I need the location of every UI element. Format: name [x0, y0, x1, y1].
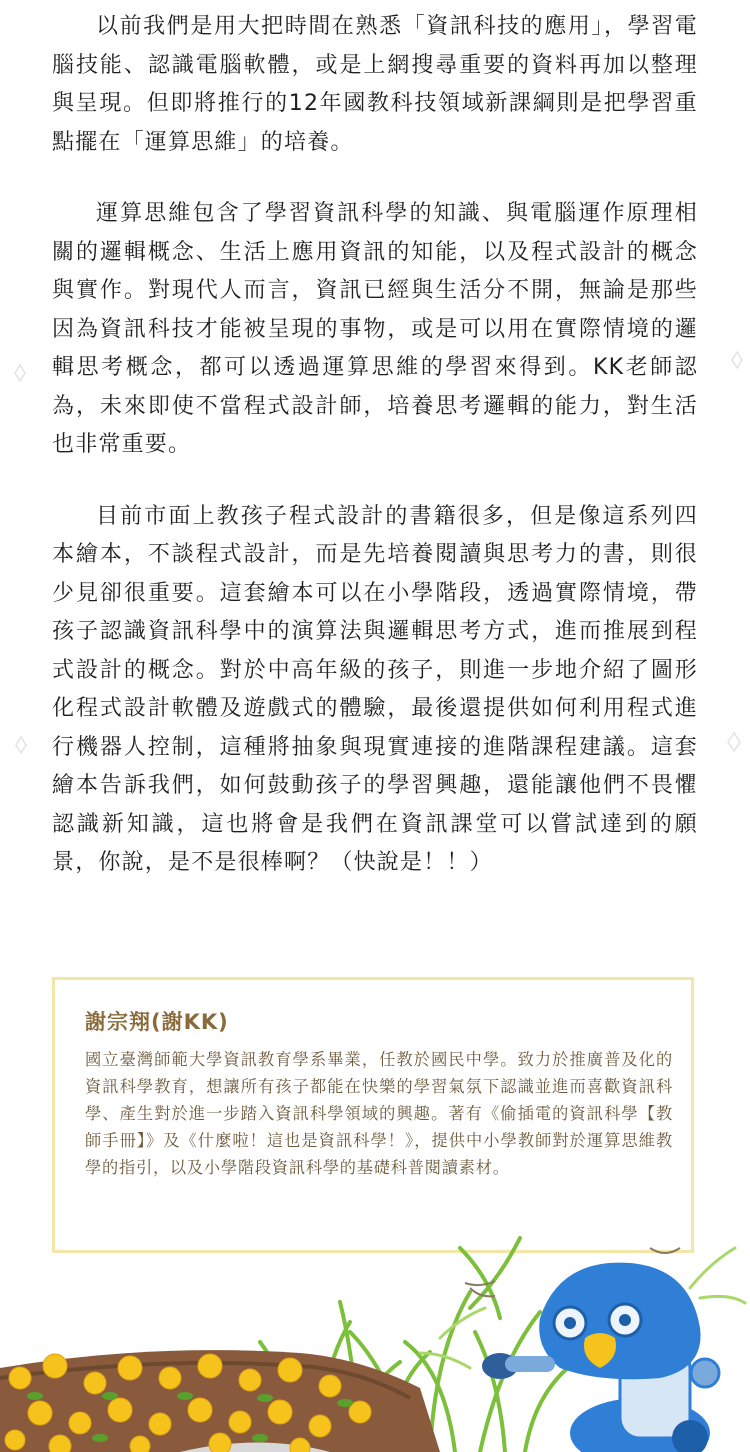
garden-illustration: [0, 1228, 750, 1452]
paragraph-computational-thinking: 運算思維包含了學習資訊科學的知識、與電腦運作原理相關的邏輯概念、生活上應用資訊的知能，以及程式設計的概念與實作。對現代人而言，資訊已經與生活分不開，無論是那些因為資訊科技才能被呈現的事物，或是可以用在實際情境的邏輯思考概念，都可以透過運算思維的學習來得到。KK老師認為，未來即使不當程式設計師，培養思考邏輯的能力，對生活也非常重要。: [52, 201, 698, 457]
author-bio-box: [52, 977, 694, 1253]
author-name: 謝宗翔(謝KK): [85, 1010, 229, 1034]
article: [52, 8, 698, 916]
robot-mascot-icon: [482, 1263, 719, 1452]
author-bio-text: 國立臺灣師範大學資訊教育學系畢業，任教於國民中學。致力於推廣普及化的資訊科學教育，想讓所有孩子都能在快樂的學習氣氛下認識並進而喜歡資訊科學、產生對於進一步踏入資訊科學領域的興趣。著有《偷插電的資訊科學【教師手冊】》及《什麼啦！這也是資訊科學！》，提供中小學教師對於運算思維教學的指引，以及小學階段資訊科學的基礎科普閱讀素材。: [85, 1050, 673, 1177]
paragraph-picture-books: 目前市面上教孩子程式設計的書籍很多，但是像這系列四本繪本，不談程式設計，而是先培養閱讀與思考力的書，則很少見卻很重要。這套繪本可以在小學階段，透過實際情境，帶孩子認識資訊科學中的演算法與邏輯思考方式，進而推展到程式設計的概念。對於中高年級的孩子，則進一步地介紹了圖形化程式設計軟體及遊戲式的體驗，最後還提供如何利用程式進行機器人控制，這種將抽象與現實連接的進階課程建議。這套繪本告訴我們，如何鼓動孩子的學習興趣，還能讓他們不畏懼認識新知識，這也將會是我們在資訊課堂可以嘗試達到的願景，你說，是不是很棒啊？（快說是！！）: [52, 503, 698, 875]
paragraph-intro: 以前我們是用大把時間在熟悉「資訊科技的應用」，學習電腦技能、認識電腦軟體，或是上網搜尋重要的資料再加以整理與呈現。但即將推行的12年國教科技領域新課綱則是把學習重點擺在「運算思維」的培養。: [52, 14, 698, 155]
